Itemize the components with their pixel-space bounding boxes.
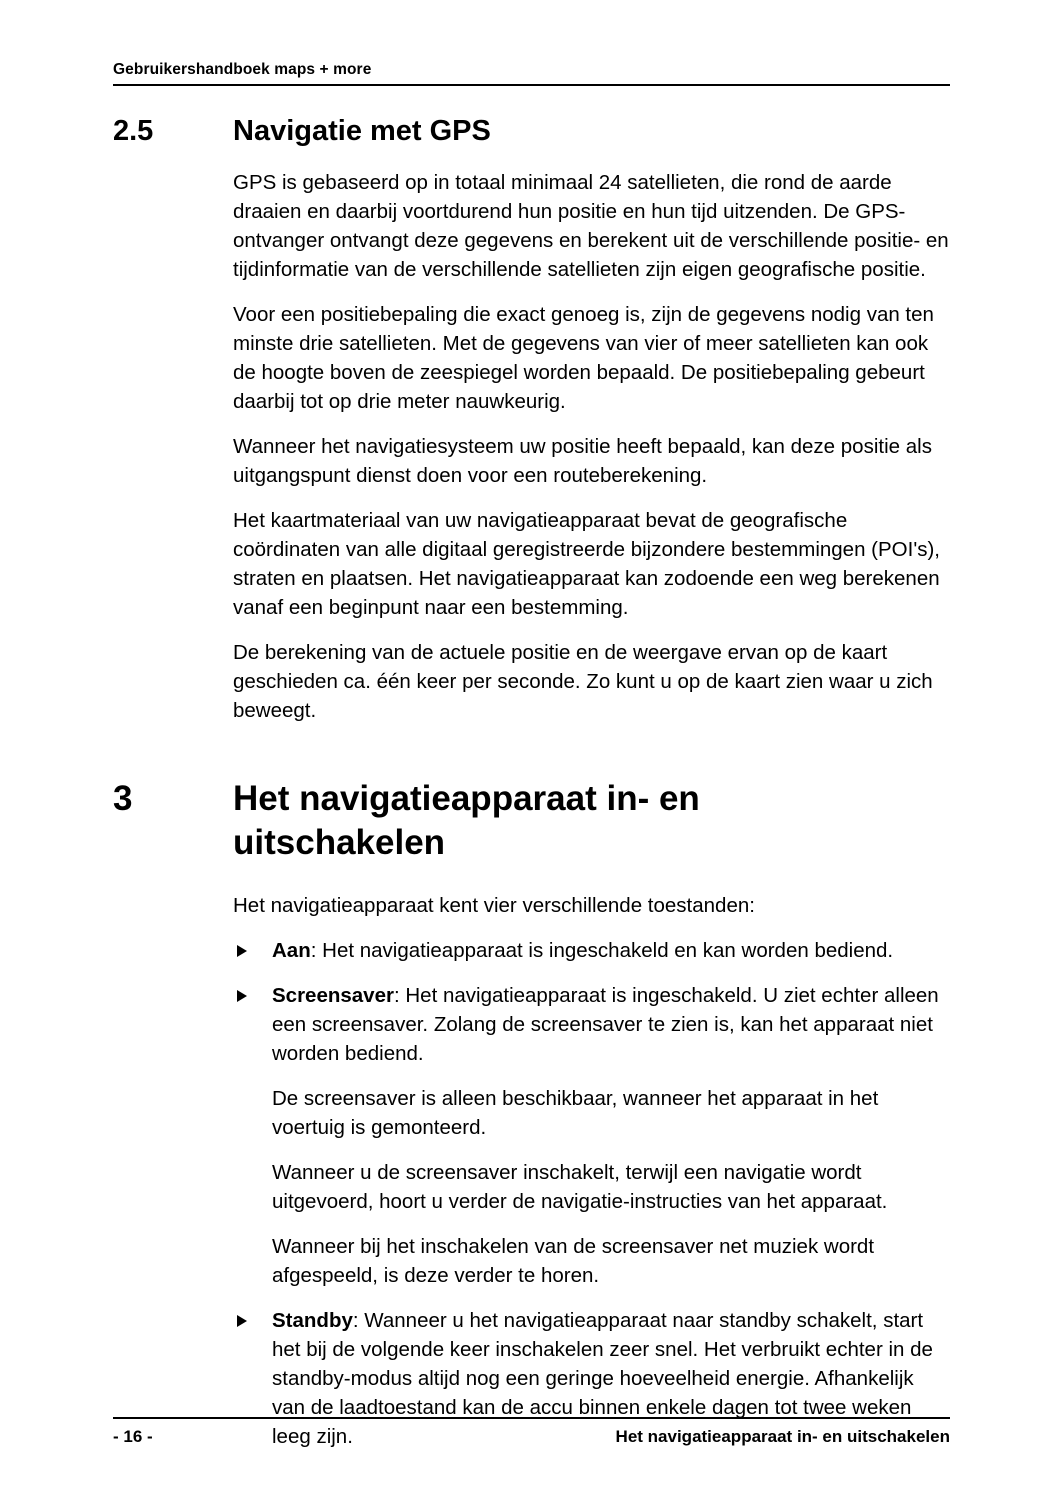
paragraph-screensaver-navigation: Wanneer u de screensaver inschakelt, terwijl een navigatie wordt uitgevoerd, hoort u verder de navigatie-instructies van het apparaat. bbox=[272, 1161, 888, 1213]
list-item-text: Het navigatieapparaat is ingeschakeld en kan worden bediend. bbox=[322, 939, 894, 962]
page-number: - 16 - bbox=[113, 1427, 153, 1446]
list-item-aan bbox=[113, 936, 950, 965]
list-item-term: Screensaver bbox=[272, 984, 394, 1007]
paragraph-position-refresh: De berekening van de actuele positie en de weergave ervan op de kaart geschieden ca. één keer per seconde. Zo kunt u op de kaart zien waar u zich beweegt. bbox=[233, 641, 933, 722]
device-states-list bbox=[113, 936, 950, 1451]
page-header bbox=[113, 60, 950, 86]
list-item-separator: : bbox=[352, 1309, 365, 1332]
paragraph-screensaver-music: Wanneer bij het inschakelen van de screensaver net muziek wordt afgespeeld, is deze verder te horen. bbox=[272, 1235, 875, 1287]
list-item-separator: : bbox=[393, 984, 406, 1007]
chapter-title: Het navigatieapparaat in- en uitschakelen bbox=[233, 779, 700, 862]
list-item-term: Standby bbox=[272, 1309, 353, 1332]
list-item-term: Aan bbox=[272, 939, 311, 962]
section-heading-2-5 bbox=[113, 114, 950, 148]
list-item-screensaver bbox=[113, 981, 950, 1068]
page-footer bbox=[113, 1417, 950, 1449]
section-title: Navigatie met GPS bbox=[233, 115, 491, 147]
section-number: 2.5 bbox=[113, 115, 154, 147]
paragraph-gps-route-start: Wanneer het navigatiesysteem uw positie heeft bepaald, kan deze positie als uitgangspunt dienst doen voor een routeberekening. bbox=[233, 435, 932, 487]
triangle-bullet-icon bbox=[237, 990, 247, 1002]
list-item-separator: : bbox=[310, 939, 323, 962]
page-content bbox=[113, 104, 950, 1467]
footer-chapter-title: Het navigatieapparaat in- en uitschakelen bbox=[615, 1427, 950, 1446]
list-item-text: Het navigatieapparaat is ingeschakeld. U ziet echter alleen een screensaver. Zolang de screensaver te zien is, kan het apparaat niet worden bediend. bbox=[272, 984, 939, 1065]
paragraph-gps-basics: GPS is gebaseerd op in totaal minimaal 24 satellieten, die rond de aarde draaien en daarbij voortdurend hun positie en hun tijd uitzenden. De GPS-ontvanger ontvangt deze gegevens en berekent uit de verschillende positie- en tijdinformatie van de verschillende satellieten zijn eigen geografische positie. bbox=[233, 171, 949, 281]
paragraph-gps-accuracy: Voor een positiebepaling die exact genoeg is, zijn de gegevens nodig van ten minste drie satellieten. Met de gegevens van vier of meer satellieten kan ook de hoogte boven de zeespiegel worden bepaald. De positiebepaling gebeurt daarbij tot op drie meter nauwkeurig. bbox=[233, 303, 934, 413]
footer-divider bbox=[113, 1417, 950, 1419]
paragraph-states-intro: Het navigatieapparaat kent vier verschillende toestanden: bbox=[233, 894, 755, 917]
chapter-number: 3 bbox=[113, 779, 133, 818]
header-divider bbox=[113, 84, 950, 86]
list-item-text: Wanneer u het navigatieapparaat naar standby schakelt, start het bij de volgende keer inschakelen zeer snel. Het verbruikt echter in de standby-modus altijd nog een geringe hoeveelheid energie. Afhankelijk van de laadtoestand kan de accu binnen enkele dagen tot twee weken leeg zijn. bbox=[272, 1309, 933, 1448]
triangle-bullet-icon bbox=[237, 1315, 247, 1327]
chapter-heading-3 bbox=[113, 777, 950, 865]
footer-row bbox=[113, 1425, 950, 1449]
header-title: Gebruikershandboek maps + more bbox=[113, 61, 372, 78]
paragraph-map-material: Het kaartmateriaal van uw navigatieapparaat bevat de geografische coördinaten van alle digitaal geregistreerde bijzondere bestemmingen (POI's), straten en plaatsen. Het navigatieapparaat kan zodoende een weg berekenen vanaf een beginpunt naar een bestemming. bbox=[233, 509, 940, 619]
triangle-bullet-icon bbox=[237, 945, 247, 957]
paragraph-screensaver-mounted: De screensaver is alleen beschikbaar, wanneer het apparaat in het voertuig is gemonteerd. bbox=[272, 1087, 879, 1139]
